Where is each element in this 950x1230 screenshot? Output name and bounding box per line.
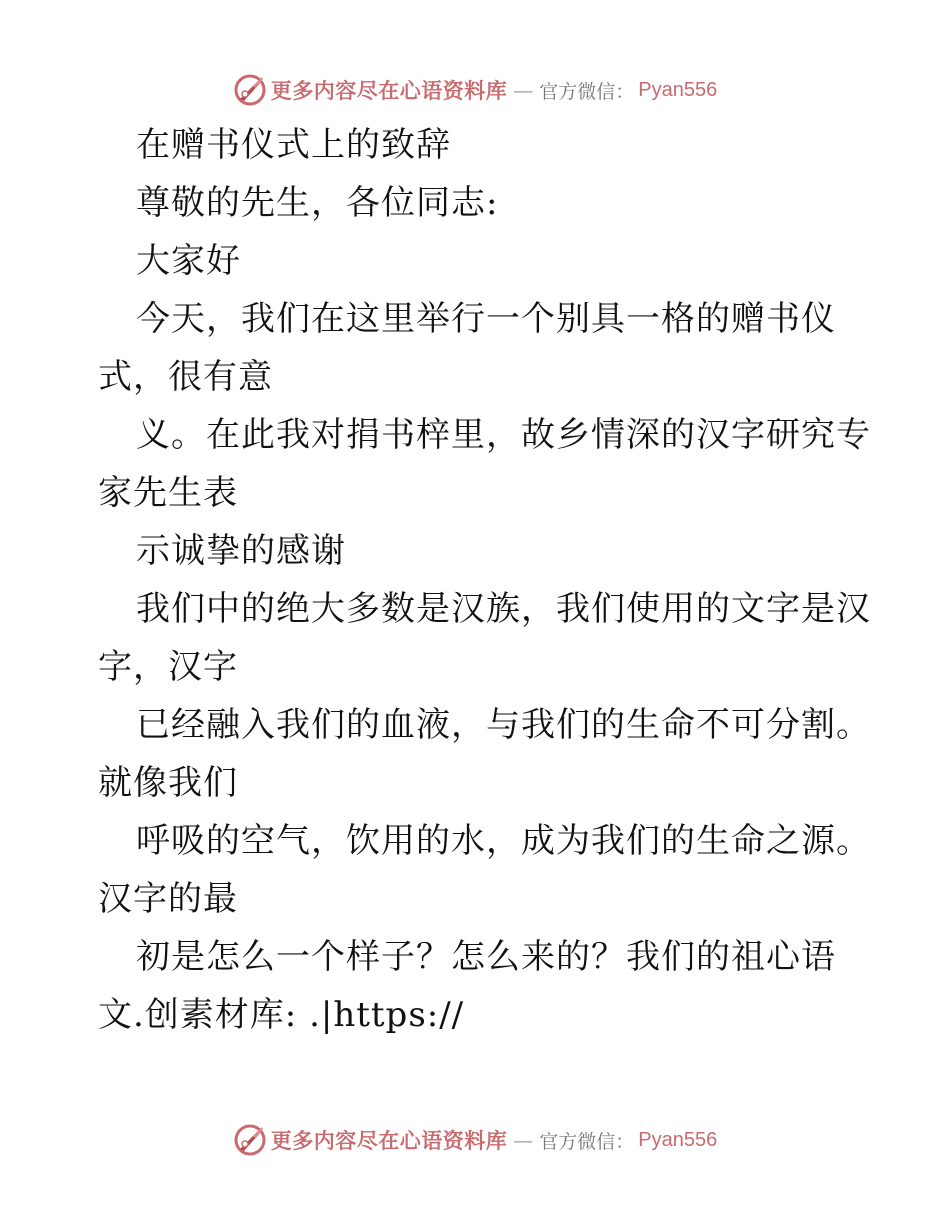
- banner-dash: —: [513, 78, 534, 102]
- paragraph-line: 家先生表: [98, 473, 238, 513]
- banner-main-text: 更多内容尽在心语资料库: [270, 1128, 508, 1153]
- banner-wechat-id: Pyan556: [638, 1128, 718, 1151]
- quill-circle-logo-icon: [233, 1123, 267, 1157]
- quill-circle-logo-icon: [233, 73, 267, 107]
- header-banner: [0, 72, 950, 108]
- salutation: 尊敬的先生，各位同志:: [136, 183, 499, 223]
- document-title: 在赠书仪式上的致辞: [136, 125, 451, 165]
- banner-wechat-id: Pyan556: [638, 78, 718, 101]
- paragraph-line: 示诚挚的感谢: [136, 531, 346, 571]
- banner-main-text: 更多内容尽在心语资料库: [270, 78, 508, 103]
- paragraph-line: 初是怎么一个样子？怎么来的？我们的祖心语: [136, 937, 836, 977]
- banner-wechat-label: 官方微信：: [539, 80, 635, 103]
- banner-wechat-label: 官方微信：: [539, 1130, 635, 1153]
- paragraph-line: 已经融入我们的血液，与我们的生命不可分割。: [136, 705, 871, 745]
- footer-banner: [0, 1122, 950, 1158]
- paragraph-line: 义。在此我对捐书梓里，故乡情深的汉字研究专: [136, 415, 871, 455]
- paragraph-line: 就像我们: [98, 763, 238, 803]
- paragraph-line: 呼吸的空气，饮用的水，成为我们的生命之源。: [136, 821, 871, 861]
- banner-dash: —: [513, 1128, 534, 1152]
- greeting: 大家好: [136, 241, 241, 281]
- paragraph-line: 汉字的最: [98, 879, 238, 919]
- paragraph-line: 文.创素材库: .|https://: [98, 995, 465, 1035]
- paragraph-line: 我们中的绝大多数是汉族，我们使用的文字是汉: [136, 589, 871, 629]
- paragraph-line: 字，汉字: [98, 647, 238, 687]
- paragraph-line: 式，很有意: [98, 357, 273, 397]
- paragraph-line: 今天，我们在这里举行一个别具一格的赠书仪: [136, 299, 836, 339]
